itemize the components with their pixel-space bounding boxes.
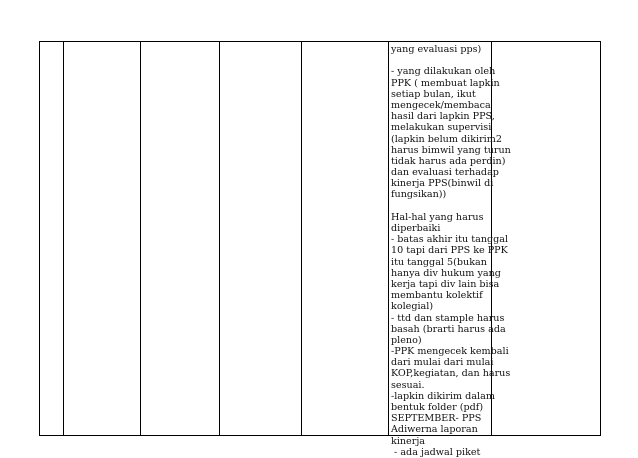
notes-line: bentuk folder (pdf) [391, 402, 484, 413]
notes-line: 10 tapi dari PPS ke PPK [391, 245, 508, 257]
notes-cell [391, 44, 511, 458]
notes-line: kinerja [391, 435, 426, 447]
column-divider [63, 42, 64, 435]
notes-line: pleno) [391, 334, 422, 346]
notes-line: kerja tapi div lain bisa [391, 278, 500, 290]
notes-line: hasil dari lapkin PPS, [391, 111, 495, 123]
notes-line: - ada jadwal piket [391, 446, 481, 458]
column-divider [388, 42, 389, 435]
notes-line: melakukan supervisi [391, 122, 492, 134]
notes-line: -PPK mengecek kembali [391, 346, 509, 358]
notes-line: kinerja PPS(binwil di [391, 178, 494, 190]
notes-line: sesuai. [391, 379, 425, 391]
notes-line: PPK ( membuat lapkin [391, 77, 500, 89]
column-divider [301, 42, 302, 435]
notes-line: SEPTEMBER- PPS [391, 413, 482, 425]
notes-line: setiap bulan, ikut [391, 88, 476, 100]
notes-line: diperbaiki [391, 223, 441, 234]
column-divider [140, 42, 141, 435]
notes-line: (lapkin belum dikirim2 [391, 133, 502, 145]
notes-line: kolegial) [391, 301, 434, 313]
notes-line: yang evaluasi pps) [391, 44, 482, 55]
notes-line [391, 55, 499, 66]
notes-line: basah (brarti harus ada [391, 323, 506, 335]
notes-line: fungsikan)) [391, 189, 447, 201]
notes-line [391, 201, 499, 212]
notes-line: Adiwerna laporan [391, 424, 478, 436]
notes-line: tidak harus ada perdin) [391, 155, 506, 167]
notes-line: membantu kolektif [391, 290, 483, 302]
notes-table [39, 41, 601, 458]
notes-line: mengecek/membaca [391, 99, 491, 111]
notes-line: Hal-hal yang harus [391, 211, 484, 223]
notes-line: hanya div hukum yang [391, 267, 501, 279]
notes-line: itu tanggal 5(bukan [391, 256, 487, 268]
notes-line: KOP,kegiatan, dan harus [391, 368, 511, 380]
notes-line: harus bimwil yang turun [391, 144, 511, 156]
column-divider [219, 42, 220, 435]
notes-line: - ttd dan stample harus [391, 312, 505, 324]
notes-line: - yang dilakukan oleh [391, 66, 496, 78]
notes-line: dari mulai dari mulai [391, 357, 494, 369]
notes-line: dan evaluasi terhadap [391, 167, 499, 179]
notes-line: - batas akhir itu tanggal [391, 234, 509, 246]
notes-line: -lapkin dikirim dalam [391, 390, 495, 402]
